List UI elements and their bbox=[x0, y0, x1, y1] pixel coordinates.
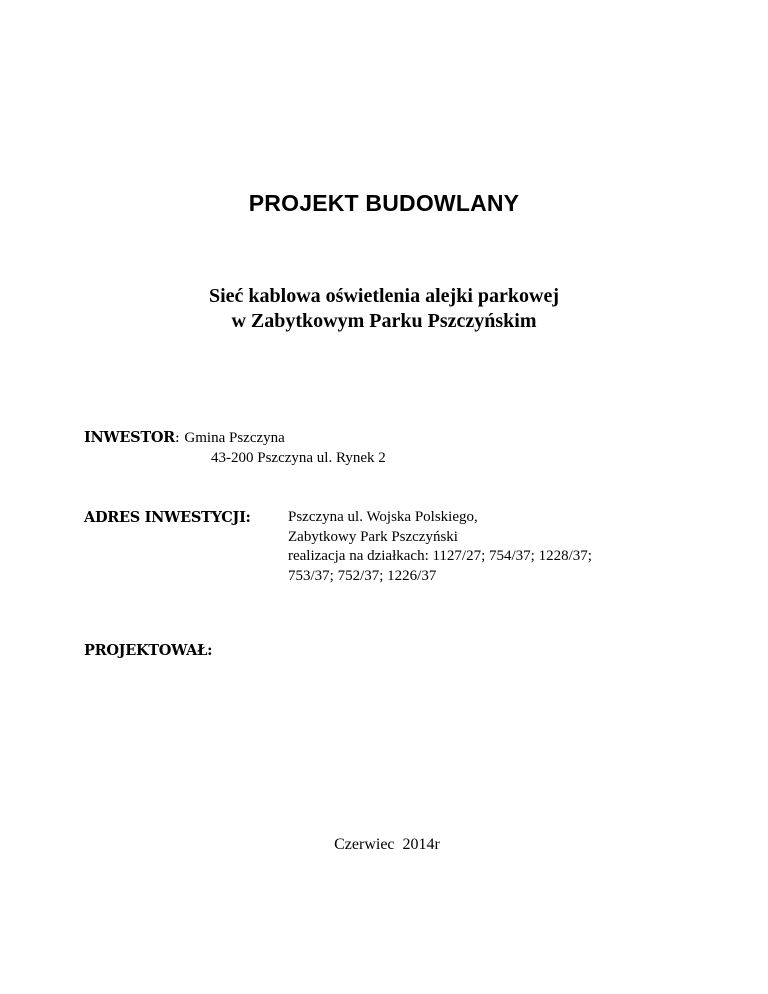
investor-name: Gmina Pszczyna bbox=[184, 430, 285, 446]
designed-by-label: PROJEKTOWAŁ: bbox=[84, 642, 213, 659]
investment-address-label: ADRES INWESTYCJI: bbox=[84, 509, 251, 526]
project-subtitle bbox=[0, 284, 768, 334]
investor-colon: : bbox=[174, 430, 180, 446]
investment-address-line-4: 753/37; 752/37; 1226/37 bbox=[288, 567, 437, 584]
investment-address-line-3: realizacja na działkach: 1127/27; 754/37; 1228/37; bbox=[288, 548, 592, 564]
investor-row bbox=[84, 428, 285, 448]
investment-address-line-1: Pszczyna ul. Wojska Polskiego, bbox=[288, 509, 478, 525]
investor-address: 43-200 Pszczyna ul. Rynek 2 bbox=[211, 450, 386, 466]
investment-address-lines bbox=[288, 508, 592, 586]
document-title: PROJEKT BUDOWLANY bbox=[248, 190, 520, 216]
investor-label: INWESTOR bbox=[84, 429, 175, 446]
subtitle-line-2: w Zabytkowym Parku Pszczyńskim bbox=[231, 310, 537, 332]
subtitle-line-1: Sieć kablowa oświetlenia alejki parkowej bbox=[209, 285, 559, 307]
investment-address-line-2: Zabytkowy Park Pszczyński bbox=[288, 528, 458, 545]
document-date: Czerwiec 2014r bbox=[334, 836, 440, 853]
